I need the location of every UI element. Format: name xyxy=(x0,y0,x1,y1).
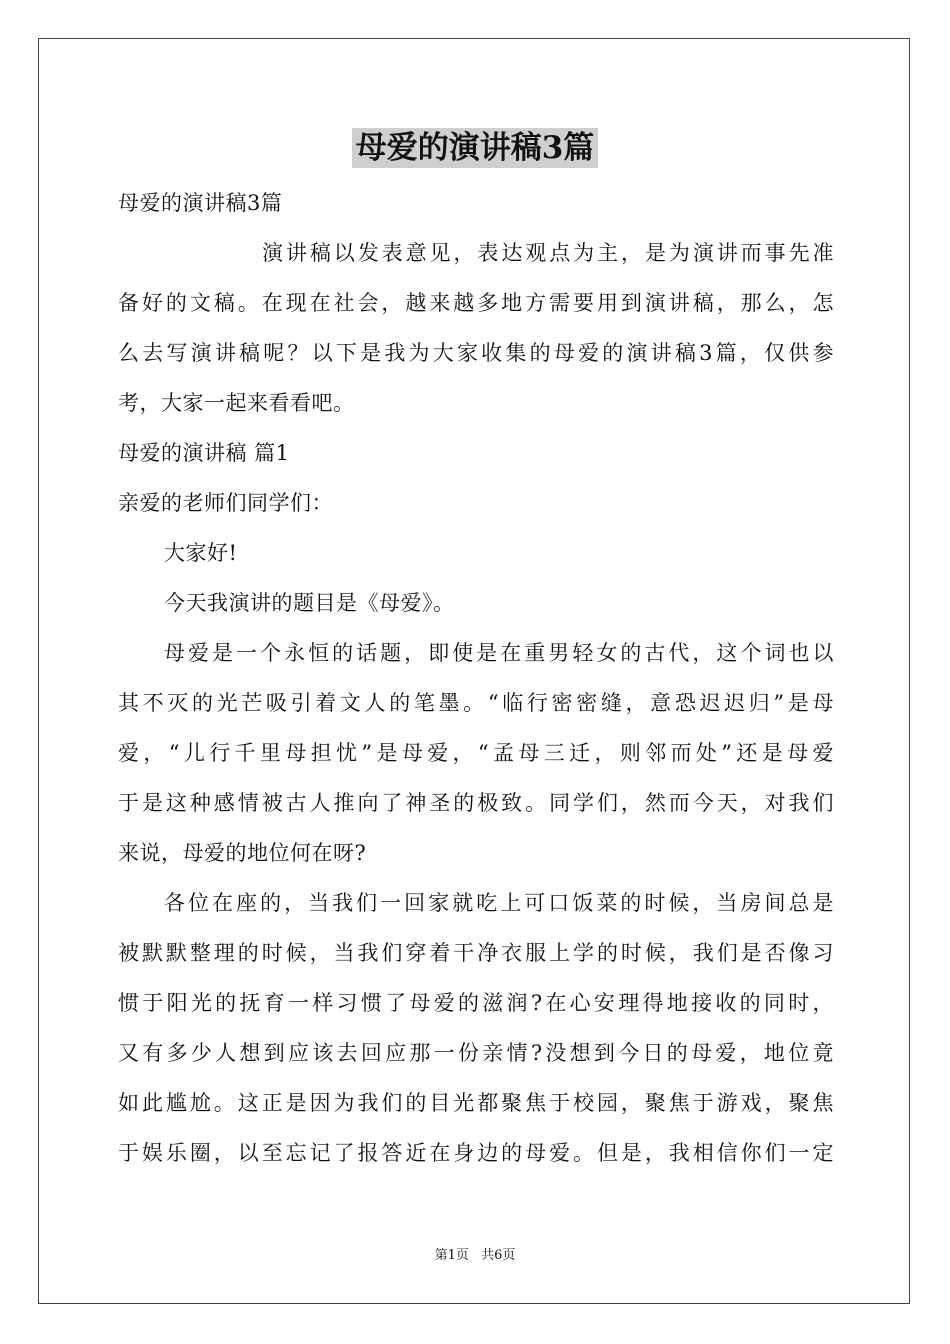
paragraph-line: 其不灭的光芒吸引着文人的笔墨。“临行密密缝，意恐迟迟归”是母 xyxy=(118,691,834,715)
paragraph-line: 么去写演讲稿呢？以下是我为大家收集的母爱的演讲稿3篇，仅供参 xyxy=(118,341,834,365)
paragraph-line: 又有多少人想到应该去回应那一份亲情?没想到今日的母爱，地位竟 xyxy=(118,1041,834,1065)
page-footer xyxy=(0,1246,950,1266)
greeting-line: 大家好! xyxy=(164,541,238,565)
page-number-total: 共6页 xyxy=(481,1248,516,1263)
paragraph-line: 来说，母爱的地位何在呀? xyxy=(118,841,367,865)
salutation-line: 亲爱的老师们同学们： xyxy=(118,491,333,515)
document-title: 母爱的演讲稿3篇 xyxy=(352,128,599,168)
paragraph-line: 于是这种感情被古人推向了神圣的极致。同学们，然而今天，对我们 xyxy=(118,791,834,815)
paragraph-line: 母爱是一个永恒的话题，即使是在重男轻女的古代，这个词也以 xyxy=(164,641,834,665)
paragraph-line: 考，大家一起来看看吧。 xyxy=(118,391,355,415)
paragraph-line: 被默默整理的时候，当我们穿着干净衣服上学的时候，我们是否像习 xyxy=(118,941,834,965)
paragraph-line: 爱，“儿行千里母担忧”是母爱，“孟母三迁，则邻而处”还是母爱 xyxy=(118,741,834,765)
paragraph-line: 于娱乐圈，以至忘记了报答近在身边的母爱。但是，我相信你们一定 xyxy=(118,1141,834,1165)
paragraph-line: 演讲稿以发表意见，表达观点为主，是为演讲而事先准 xyxy=(262,241,834,265)
paragraph-line: 今天我演讲的题目是《母爱》。 xyxy=(164,591,455,615)
document-body xyxy=(118,178,834,1178)
paragraph-line: 各位在座的，当我们一回家就吃上可口饭菜的时候，当房间总是 xyxy=(164,891,834,915)
page-number-current: 第1页 xyxy=(434,1248,469,1263)
paragraph-line: 如此尴尬。这正是因为我们的目光都聚焦于校园，聚焦于游戏，聚焦 xyxy=(118,1091,834,1115)
paragraph-line: 惯于阳光的抚育一样习惯了母爱的滋润?在心安理得地接收的同时， xyxy=(118,991,834,1015)
section-heading: 母爱的演讲稿 篇1 xyxy=(118,441,290,465)
paragraph-line: 备好的文稿。在现在社会，越来越多地方需要用到演讲稿，那么，怎 xyxy=(118,291,834,315)
title-container xyxy=(0,128,950,168)
subtitle-line: 母爱的演讲稿3篇 xyxy=(118,191,283,215)
